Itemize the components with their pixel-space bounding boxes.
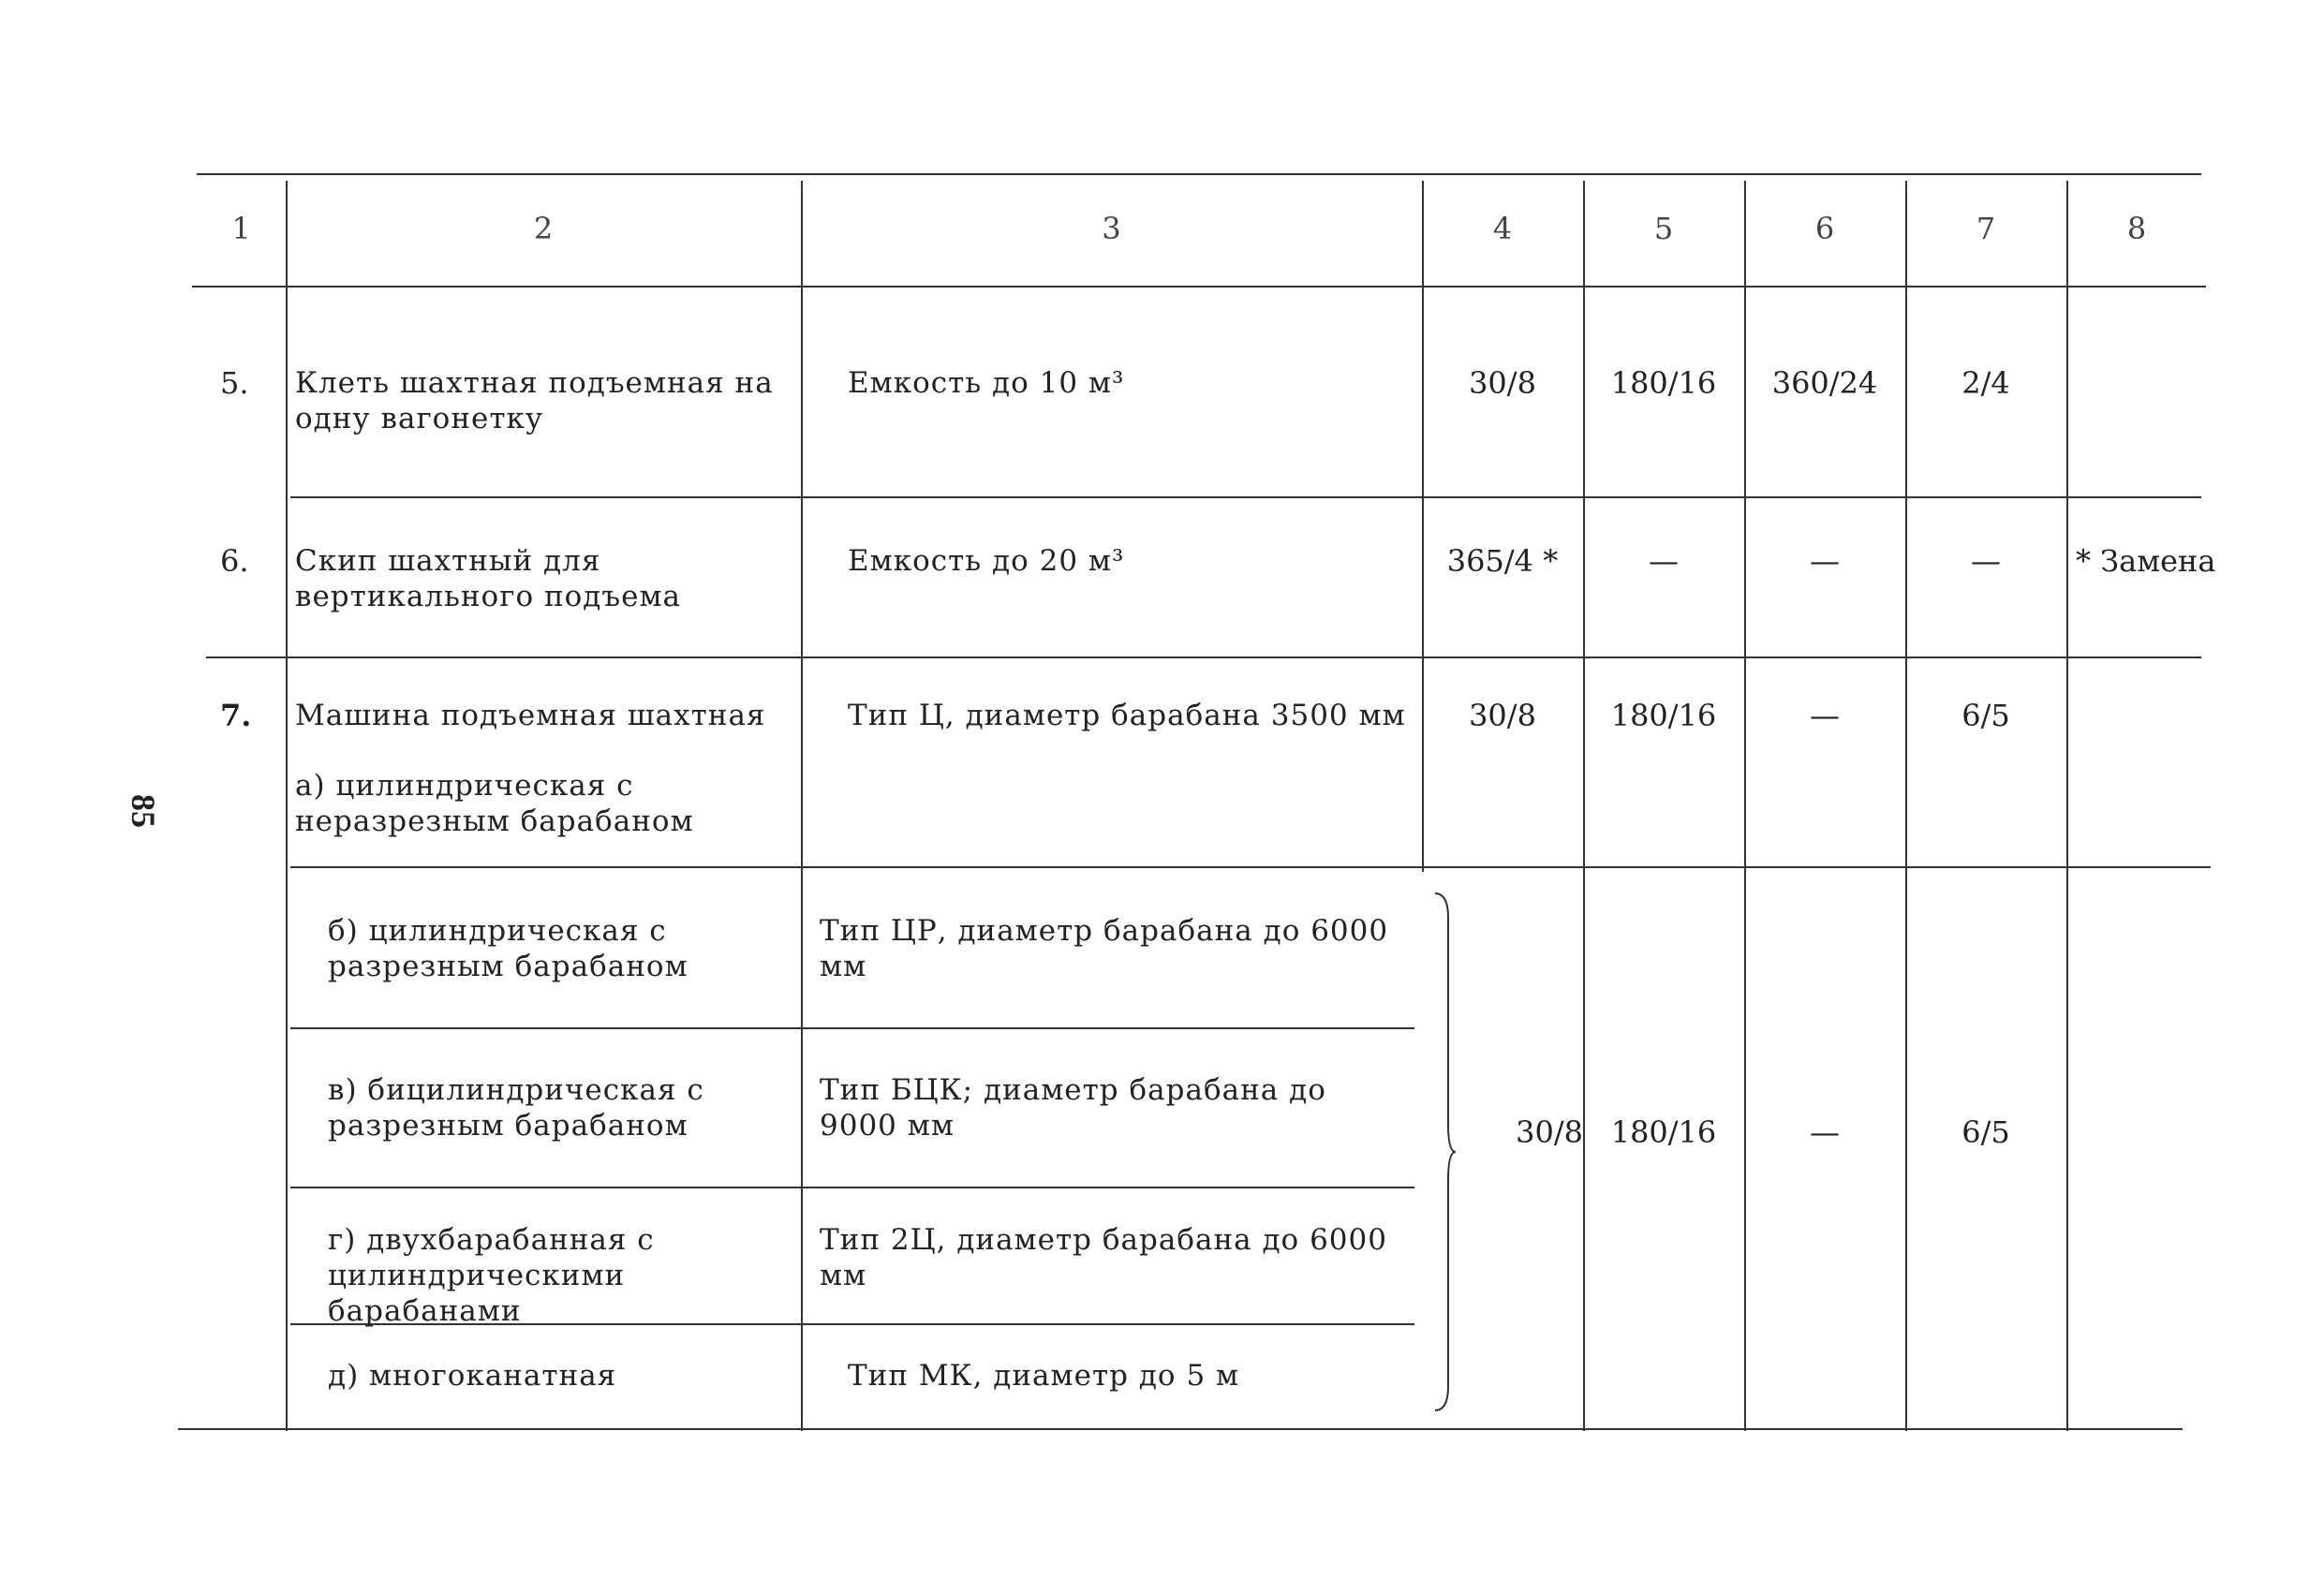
page-number: 85 [125, 794, 162, 828]
item-spec: Тип 2Ц, диаметр барабана до 6000 мм [820, 1223, 1387, 1292]
document-table [197, 173, 2216, 1442]
item-subtype: в) бицилиндрическая с разрезным барабаном [328, 1073, 704, 1143]
row-number: 5. [220, 365, 249, 401]
item-spec: Емкость до 10 м³ [848, 366, 1125, 400]
value-col-6: — [1810, 543, 1840, 579]
value-col-4: 30/8 [1469, 365, 1536, 401]
value-col-5: — [1649, 543, 1679, 579]
item-name: Скип шахтный для вертикального подъема [295, 544, 682, 613]
value-col-6: — [1810, 698, 1840, 733]
item-subtype: а) цилиндрическая с неразрезным барабаном [295, 769, 694, 838]
value-col-5: 180/16 [1610, 698, 1717, 733]
value-col-4: 30/8 [1469, 698, 1536, 733]
value-col-4: 365/4 * [1446, 543, 1559, 579]
value-col-7: — [1971, 543, 2001, 579]
group-value-col-6: — [1810, 1114, 1840, 1150]
group-value-col-5: 180/16 [1610, 1114, 1717, 1150]
value-col-7: 6/5 [1961, 698, 2010, 733]
item-spec: Тип ЦР, диаметр барабана до 6000 мм [820, 914, 1389, 983]
header-col-1: 1 [231, 211, 251, 246]
header-col-7: 7 [1976, 211, 1996, 246]
header-col-8: 8 [2126, 211, 2147, 246]
value-col-6: 360/24 [1771, 365, 1878, 401]
value-col-8: * Замена [2076, 543, 2216, 579]
value-col-5: 180/16 [1610, 365, 1717, 401]
value-col-7: 2/4 [1961, 365, 2010, 401]
item-subtype: г) двухбарабанная с цилиндрическими барабанами [328, 1223, 655, 1328]
header-col-4: 4 [1492, 211, 1513, 246]
group-value-col-7: 6/5 [1961, 1114, 2010, 1150]
item-spec: Тип Ц, диаметр барабана 3500 мм [848, 699, 1406, 732]
item-subtype: б) цилиндрическая с разрезным барабаном [328, 914, 688, 983]
group-value-col-4: 30/8 [1516, 1114, 1583, 1150]
header-col-5: 5 [1653, 211, 1674, 246]
header-col-3: 3 [1102, 211, 1121, 246]
item-spec: Тип МК, диаметр до 5 м [848, 1359, 1240, 1393]
header-col-2: 2 [533, 211, 554, 246]
row-number: 6. [220, 543, 249, 579]
item-name: Клеть шахтная подъемная на одну вагонетку [295, 366, 774, 435]
item-spec: Тип БЦК; диаметр барабана до 9000 мм [820, 1073, 1326, 1143]
row-number: 7. [220, 698, 252, 733]
item-name: Машина подъемная шахтная [295, 699, 766, 732]
header-col-6: 6 [1814, 211, 1835, 246]
grouping-brace-icon [1431, 890, 1459, 1414]
item-subtype: д) многоканатная [328, 1359, 617, 1393]
item-spec: Емкость до 20 м³ [848, 544, 1125, 578]
